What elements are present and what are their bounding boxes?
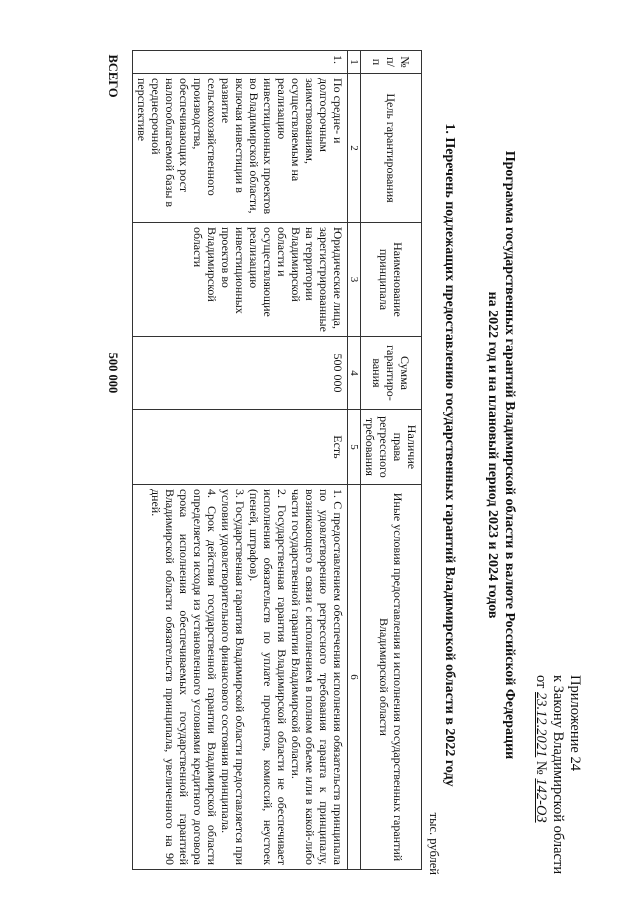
column-index-row — [348, 51, 361, 870]
total-spacer — [104, 409, 133, 484]
appendix-header — [532, 675, 583, 875]
appendix-date-line — [532, 675, 549, 875]
table-header-row — [361, 51, 422, 870]
date-prefix: от — [533, 675, 549, 689]
appendix-label: Приложение 24 — [567, 675, 583, 771]
section-title: 1. Перечень подлежащих предоставлению государственных гарантий Владимирской области в 2022 году — [442, 123, 457, 787]
row-amount: 500 000 — [133, 336, 348, 409]
column-index: 5 — [348, 409, 361, 484]
table-row — [133, 51, 348, 870]
program-title — [484, 80, 518, 830]
header-amount: Сумма гарантиро- вания — [361, 336, 422, 409]
row-principal: Юридические лица, зарегистрированные на территории Владимирской области и осуществляющие реализацию инвестиционных проектов во Владимирской области — [133, 223, 348, 337]
condition-item: 3. Государственная гарантия Владимирской области предоставляется при условии удовлетворительного финансового состояния принципала. — [219, 488, 247, 865]
column-index: 2 — [348, 74, 361, 223]
header-recourse: Наличие права регрессного требования — [361, 409, 422, 484]
row-purpose: По средне- и долгосрочным заимствованиям, осуществляемым на реализацию инвестиционных проектов во Владимирской области, включая инвестиции в развитие сельскохозяйственного производства, обеспечивающих рост налогооблагаемой базы в среднесрочной перспективе — [133, 74, 348, 223]
header-purpose: Цель гарантирования — [361, 74, 422, 223]
total-spacer — [104, 484, 133, 869]
column-index: 3 — [348, 223, 361, 337]
condition-item: 1. С предоставлением обеспечения исполнения обязательств принципала по удовлетворению регрессного требования гаранта к принципалу, возникающего в связи с исполнением в полном объеме или в какой-либо части государственной гарантии Владимирской области. — [289, 488, 345, 865]
number-prefix: № — [533, 760, 549, 775]
header-conditions: Иные условия предоставления и исполнения государственных гарантий Владимирской области — [361, 484, 422, 869]
header-num: № п/п — [361, 51, 422, 74]
total-amount: 500 000 — [106, 352, 120, 394]
condition-item: 4. Срок действия государственной гарантии Владимирской области определяется исходя из установленного условиями кредитного договора срока исполнения обеспечиваемых государственной гарантией Владимирской области обязательств принципала, увеличенного на 90 дней. — [149, 488, 219, 865]
appendix-law: к Закону Владимирской области — [550, 675, 566, 875]
total-spacer — [104, 223, 133, 337]
total-row — [104, 51, 133, 870]
law-date: 23.12.2021 — [533, 692, 549, 758]
program-title-line1: Программа государственных гарантий Владимирской области в валюте Российской Федерации — [502, 150, 517, 760]
law-number: 142-ОЗ — [533, 778, 549, 823]
column-index: 1 — [348, 51, 361, 74]
program-title-line2: на 2022 год и на плановый период 2023 и 2024 годов — [485, 291, 500, 619]
condition-item: 2. Государственная гарантия Владимирской области не обеспечивает исполнения обязательств по уплате процентов, комиссий, неустоек (пеней, штрафов). — [247, 488, 289, 865]
total-label: ВСЕГО — [106, 54, 120, 98]
column-index: 4 — [348, 336, 361, 409]
row-conditions — [133, 484, 348, 869]
guarantees-table — [104, 50, 422, 870]
column-index: 6 — [348, 484, 361, 869]
row-recourse: Есть — [133, 409, 348, 484]
row-num: 1. — [133, 51, 348, 74]
units-label: тыс. рублей — [427, 812, 441, 875]
header-principal: Наименование принципала — [361, 223, 422, 337]
